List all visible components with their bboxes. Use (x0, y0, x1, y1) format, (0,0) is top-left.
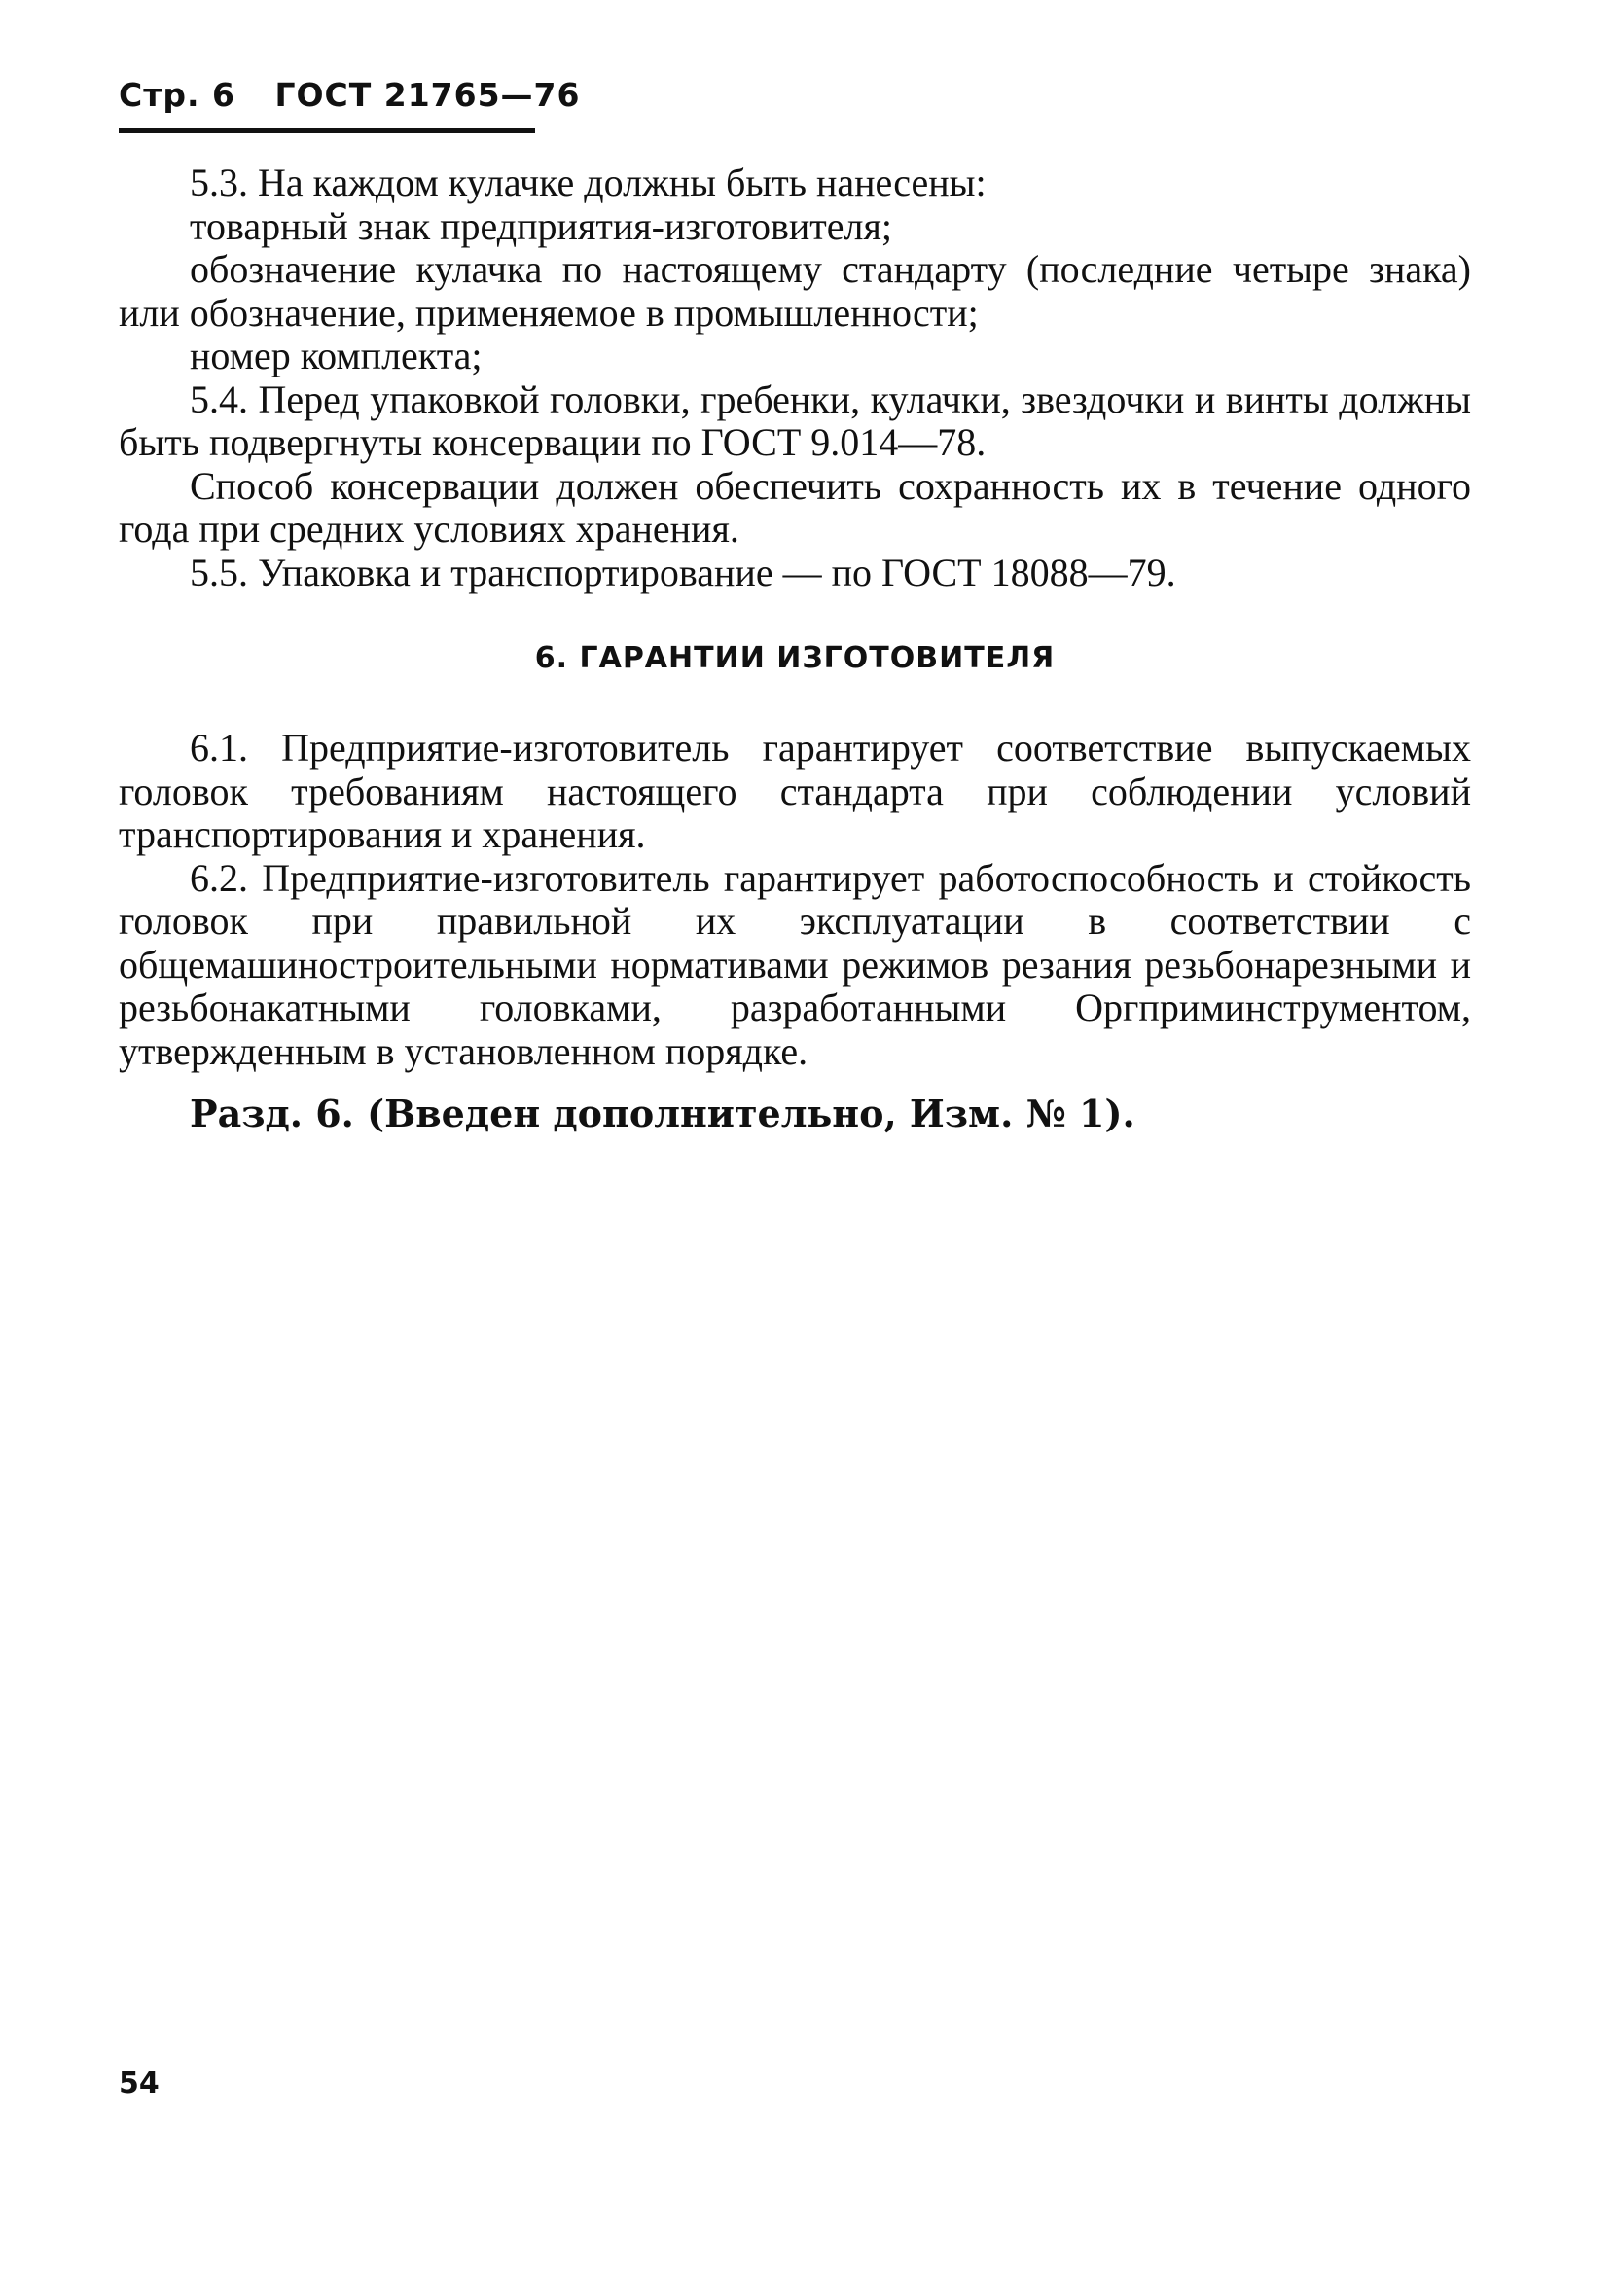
paragraph-5-5: 5.5. Упаковка и транспортирование — по ГОСТ 18088—79. (190, 550, 1176, 594)
paragraph-6-2: 6.2. Предприятие-изготовитель гарантирует работоспособность и стойкость головок при правильной их эксплуатации в соответствии с общемашиностроительными нормативами режимов резания резьбонарезными и резьбонакатными головками, разработанными Оргприминструментом, утвержденным в установленном порядке. (119, 855, 1471, 1073)
page-header (119, 76, 607, 114)
paragraph-designation: обозначение кулачка по настоящему стандарту (последние четыре знака) или обозначение, применяемое в промышленности; (119, 247, 1471, 335)
paragraph-preservation: Способ консервации должен обеспечить сохранность их в течение одного года при средних условиях хранения. (119, 463, 1471, 551)
paragraph-set-number: номер комплекта; (190, 334, 483, 377)
standard-number: ГОСТ 21765—76 (274, 76, 581, 114)
page-number: 54 (119, 2066, 160, 2100)
paragraph-5-4: 5.4. Перед упаковкой головки, гребенки, кулачки, звездочки и винты должны быть подвергнуты консервации по ГОСТ 9.014—78. (119, 377, 1471, 464)
body-text (119, 161, 1471, 1136)
header-rule (119, 128, 535, 133)
paragraph-5-3: 5.3. На каждом кулачке должны быть нанесены: (190, 161, 987, 204)
paragraph-6-1: 6.1. Предприятие-изготовитель гарантирует соответствие выпускаемых головок требованиям настоящего стандарта при соблюдении условий транспортирования и хранения. (119, 726, 1471, 856)
amendment-note: Разд. 6. (Введен дополнительно, Изм. № 1). (190, 1092, 1135, 1135)
paragraph-trademark: товарный знак предприятия-изготовителя; (190, 203, 892, 248)
section-heading: 6. ГАРАНТИИ ИЗГОТОВИТЕЛЯ (534, 641, 1056, 675)
page-label: Стр. 6 (119, 76, 235, 114)
